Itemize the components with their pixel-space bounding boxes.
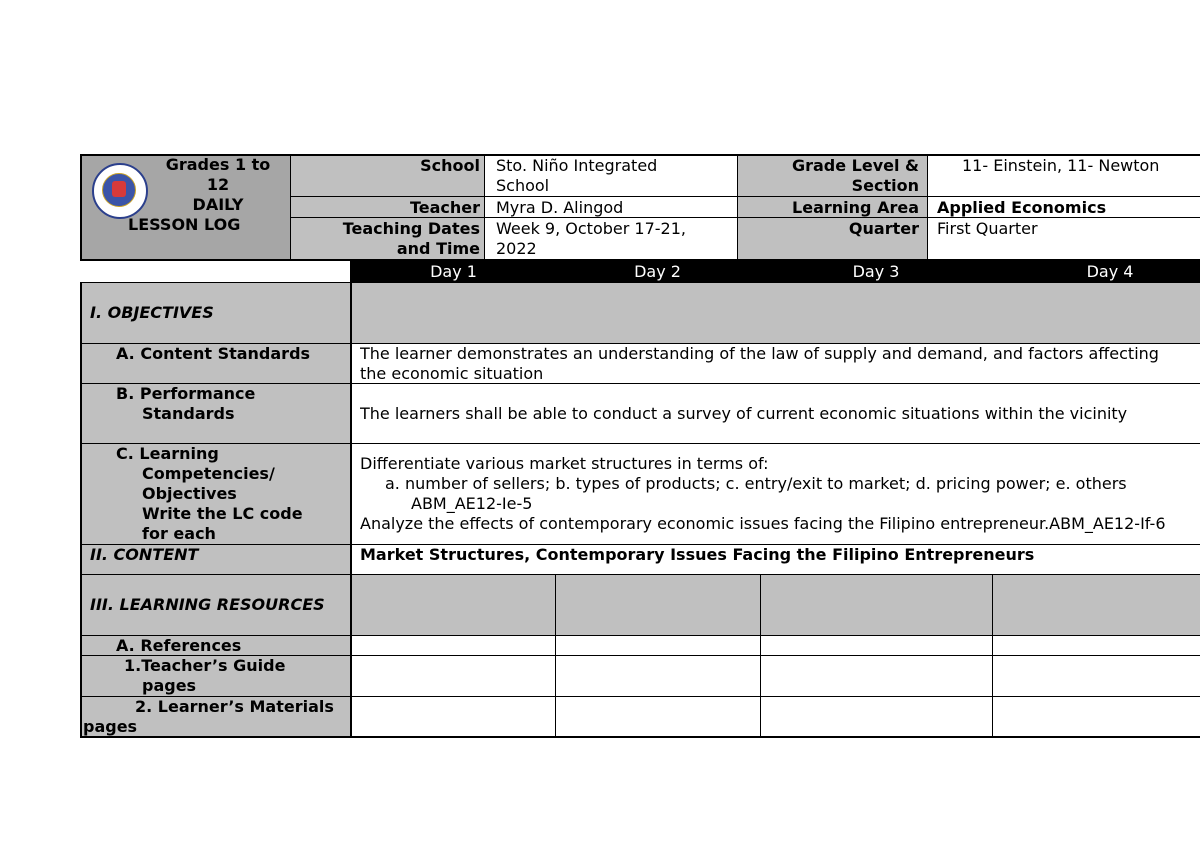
learning-competencies-label bbox=[116, 444, 303, 544]
school-value bbox=[496, 156, 657, 196]
lm-label-line: pages bbox=[83, 717, 138, 736]
day-header: Day 4 bbox=[1086, 262, 1134, 281]
deped-seal-icon bbox=[92, 163, 148, 219]
dates-label bbox=[292, 219, 480, 259]
teachers-guide-label bbox=[124, 656, 285, 696]
learning-competencies-value bbox=[360, 454, 1200, 534]
lc-line: a. number of sellers; b. types of products; c. entry/exit to market; d. pricing power; e. others bbox=[385, 474, 1127, 493]
day-header: Day 2 bbox=[634, 262, 681, 281]
teacher-label: Teacher bbox=[409, 198, 480, 217]
title-line: 12 bbox=[206, 175, 230, 194]
lc-line: Differentiate various market structures in terms of: bbox=[360, 454, 769, 473]
area-label: Learning Area bbox=[792, 198, 919, 217]
school-value-line: Sto. Niño Integrated bbox=[496, 156, 658, 175]
lc-label-line: Objectives bbox=[142, 484, 237, 503]
lc-label-line: for each bbox=[142, 524, 216, 543]
content-standards-label: A. Content Standards bbox=[116, 344, 311, 363]
performance-label-line: B. Performance bbox=[116, 384, 256, 403]
lc-label-line: C. Learning bbox=[116, 444, 219, 463]
quarter-label: Quarter bbox=[848, 219, 919, 238]
quarter-value: First Quarter bbox=[937, 219, 1038, 238]
school-label: School bbox=[420, 156, 480, 175]
performance-standards-label bbox=[116, 384, 255, 424]
objectives-heading: I. OBJECTIVES bbox=[90, 303, 214, 322]
resources-day-bg bbox=[352, 575, 1200, 635]
dates-label-line: Teaching Dates bbox=[342, 219, 480, 238]
grade-label bbox=[739, 156, 919, 196]
title-line: Grades 1 to bbox=[165, 155, 271, 174]
learning-resources-heading: III. LEARNING RESOURCES bbox=[90, 595, 325, 614]
grade-value: 11- Einstein, 11- Newton bbox=[962, 156, 1160, 175]
content-standards-line: the economic situation bbox=[360, 364, 544, 383]
grade-label-line: Section bbox=[851, 176, 919, 195]
content-standards-line: The learner demonstrates an understanding of the law of supply and demand, and factors affecting bbox=[360, 344, 1159, 363]
grade-label-line: Grade Level & bbox=[791, 156, 919, 175]
day-header: Day 1 bbox=[430, 262, 477, 281]
dates-value-line: 2022 bbox=[496, 239, 537, 258]
lesson-log-title bbox=[150, 155, 286, 215]
title-line: LESSON LOG bbox=[128, 215, 241, 234]
performance-standards-value: The learners shall be able to conduct a survey of current economic situations within the vicinity bbox=[360, 404, 1128, 423]
performance-label-line: Standards bbox=[142, 404, 235, 423]
dates-label-line: and Time bbox=[396, 239, 480, 258]
references-label: A. References bbox=[116, 636, 242, 655]
lc-line: Analyze the effects of contemporary economic issues facing the Filipino entrepreneur.ABM_AE12-If-6 bbox=[360, 514, 1166, 533]
teacher-value: Myra D. Alingod bbox=[496, 198, 624, 217]
lc-label-line: Write the LC code bbox=[142, 504, 303, 523]
tg-label-line: 1.Teacher’s Guide bbox=[124, 656, 286, 675]
dates-value-line: Week 9, October 17-21, bbox=[496, 219, 686, 238]
lm-label-line: 2. Learner’s Materials bbox=[135, 697, 334, 716]
title-line: DAILY bbox=[192, 195, 244, 214]
content-heading: II. CONTENT bbox=[90, 545, 199, 564]
lc-label-line: Competencies/ bbox=[142, 464, 275, 483]
learners-materials-label bbox=[83, 697, 334, 737]
lc-line: ABM_AE12-Ie-5 bbox=[411, 494, 533, 513]
objectives-day-bg bbox=[352, 283, 1200, 344]
content-value: Market Structures, Contemporary Issues Facing the Filipino Entrepreneurs bbox=[360, 545, 1035, 564]
dates-value bbox=[496, 219, 686, 259]
day-header: Day 3 bbox=[852, 262, 900, 281]
area-value: Applied Economics bbox=[937, 198, 1107, 217]
school-value-line: School bbox=[496, 176, 550, 195]
tg-label-line: pages bbox=[142, 676, 197, 695]
content-standards-value bbox=[360, 344, 1200, 384]
